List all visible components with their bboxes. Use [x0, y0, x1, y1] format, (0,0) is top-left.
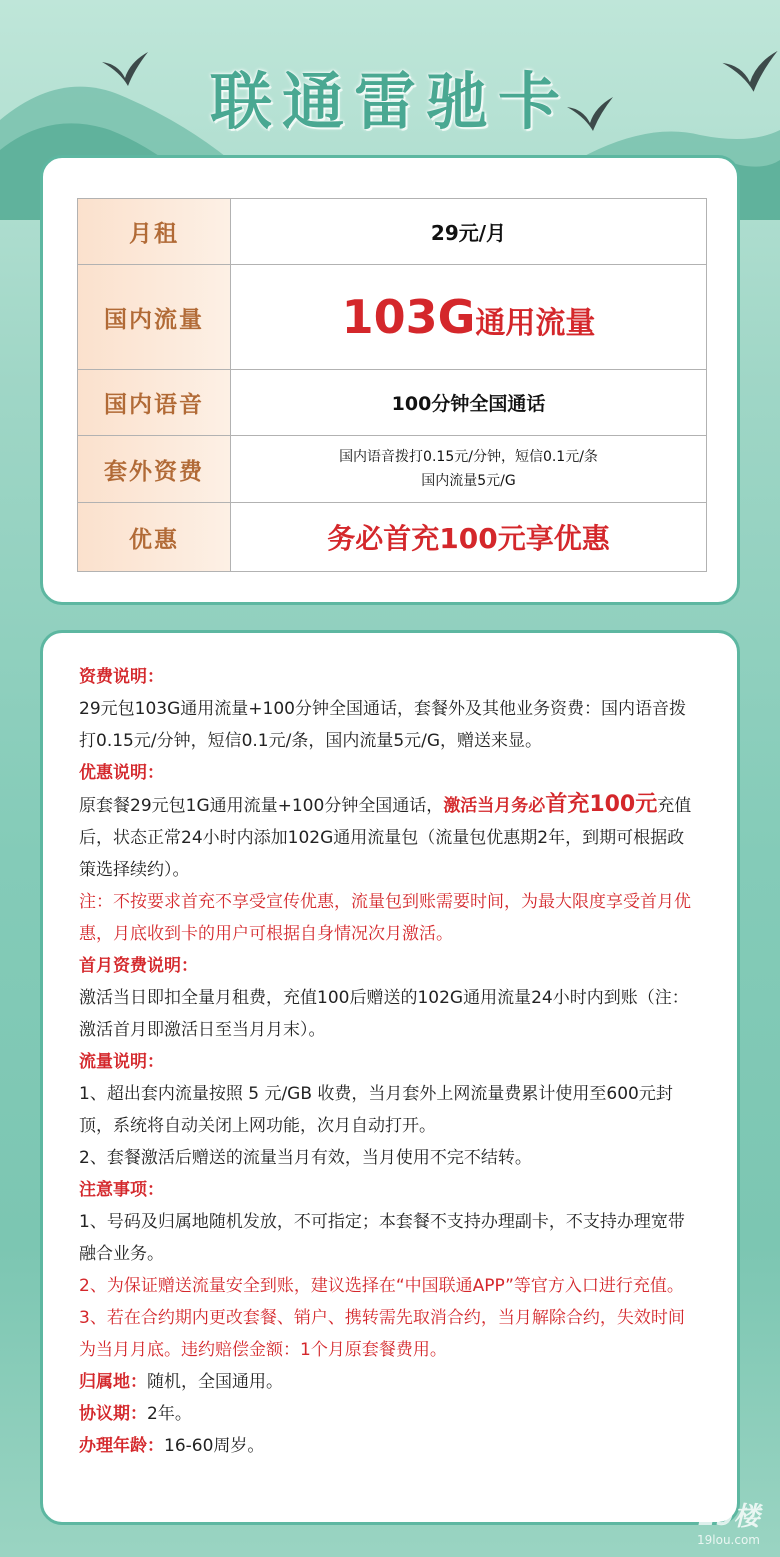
extra-fee-line: 国内语音拨打0.15元/分钟，短信0.1元/条: [339, 449, 598, 465]
details-card: [40, 630, 740, 1525]
section-heading: 注意事项：: [79, 1180, 164, 1200]
voice-minutes: 100分钟全国通话: [391, 393, 546, 415]
contract-period: 协议期：2年。: [79, 1404, 192, 1424]
promo-text: 原套餐29元包1G通用流量+100分钟全国通话，激活当月务必首充100元充值后，状态正常24小时内添加102G通用流量包（流量包优惠期2年，到期可根据政策选择续约）。: [79, 792, 692, 880]
traffic-item: 2、套餐激活后赠送的流量当月有效，当月使用不完不结转。: [79, 1148, 532, 1168]
promo-text: 务必首充100元享优惠: [327, 522, 610, 555]
fee-text: 29元包103G通用流量+100分钟全国通话，套餐外及其他业务资费：国内语音拨打0.15元/分钟，短信0.1元/条，国内流量5元/G，赠送来显。: [79, 699, 686, 751]
table-row: [78, 503, 706, 571]
note-item: 3、若在合约期内更改套餐、销户、携转需先取消合约，当月解除合约，失效时间为当月月底。违约赔偿金额：1个月原套餐费用。: [79, 1308, 685, 1360]
row-label: 优惠: [78, 503, 231, 571]
data-type: 通用流量: [475, 306, 596, 341]
plan-table: [77, 198, 707, 572]
plan-card: [40, 155, 740, 605]
table-row: [78, 199, 706, 265]
promo-note: 注：不按要求首充不享受宣传优惠，流量包到账需要时间，为最大限度享受首月优惠，月底收到卡的用户可根据自身情况次月激活。: [79, 892, 691, 944]
data-amount: 103G: [341, 290, 476, 344]
note-item: 2、为保证赠送流量安全到账，建议选择在“中国联通APP”等官方入口进行充值。: [79, 1276, 684, 1296]
site-watermark: 19楼 19lou.com: [697, 1502, 760, 1547]
extra-fee-line: 国内流量5元/G: [421, 473, 516, 489]
row-label: 国内流量: [78, 265, 231, 369]
monthly-fee: 29元/月: [430, 221, 507, 245]
row-label: 国内语音: [78, 370, 231, 435]
table-row: [78, 265, 706, 370]
first-month-text: 激活当日即扣全量月租费，充值100后赠送的102G通用流量24小时内到账（注：激活首月即激活日至当月月末）。: [79, 988, 689, 1040]
section-heading: 优惠说明：: [79, 763, 164, 783]
age-range: 办理年龄：16-60周岁。: [79, 1436, 265, 1456]
section-heading: 资费说明：: [79, 667, 164, 687]
section-heading: 流量说明：: [79, 1052, 164, 1072]
page-title: 联通雷驰卡: [209, 65, 570, 138]
table-row: [78, 436, 706, 503]
data-allowance: [342, 290, 596, 344]
row-label: 月租: [78, 199, 231, 264]
traffic-item: 1、超出套内流量按照 5 元/GB 收费，当月套外上网流量费累计使用至600元封顶，系统将自动关闭上网功能，次月自动打开。: [79, 1084, 673, 1136]
row-label: 套外资费: [78, 436, 231, 502]
note-item: 1、号码及归属地随机发放，不可指定；本套餐不支持办理副卡，不支持办理宽带融合业务。: [79, 1212, 685, 1264]
table-row: [78, 370, 706, 436]
section-heading: 首月资费说明：: [79, 956, 198, 976]
home-region: 归属地：随机，全国通用。: [79, 1372, 283, 1392]
